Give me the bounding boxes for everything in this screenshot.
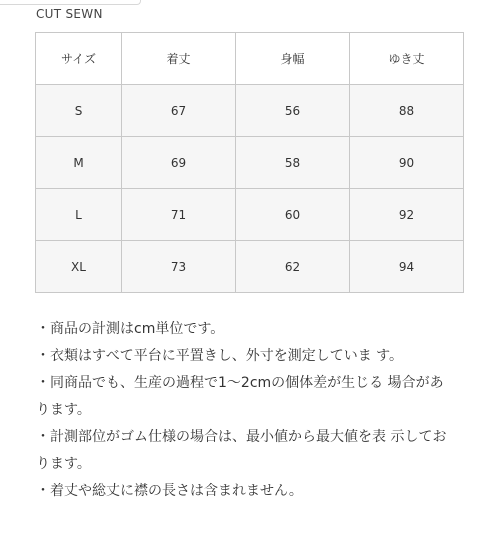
cell-length: 71 xyxy=(122,189,236,241)
table-row xyxy=(36,189,464,241)
cell-size: M xyxy=(36,137,122,189)
cell-sleeve: 94 xyxy=(350,241,464,293)
cell-length: 73 xyxy=(122,241,236,293)
note-item: ・衣類はすべて平台に平置きし、外寸を測定していま す。 xyxy=(36,348,404,364)
cell-width: 58 xyxy=(236,137,350,189)
cell-width: 56 xyxy=(236,85,350,137)
cell-sleeve: 88 xyxy=(350,85,464,137)
table-row xyxy=(36,241,464,293)
header-sleeve: ゆき丈 xyxy=(350,33,464,85)
table-row xyxy=(36,137,464,189)
cell-sleeve: 90 xyxy=(350,137,464,189)
top-frame-edge xyxy=(0,0,141,5)
table-row xyxy=(36,85,464,137)
cell-size: XL xyxy=(36,241,122,293)
note-item: ・着丈や総丈に襟の長さは含まれません。 xyxy=(36,483,303,499)
header-width: 身幅 xyxy=(236,33,350,85)
note-item: ・商品の計測はcm単位です。 xyxy=(36,321,225,337)
note-item: ・同商品でも、生産の過程で1〜2cmの個体差が生じる 場合があります。 xyxy=(36,375,444,418)
cell-size: L xyxy=(36,189,122,241)
header-size: サイズ xyxy=(36,33,122,85)
measurement-notes xyxy=(36,316,456,505)
section-title: CUT SEWN xyxy=(36,7,103,21)
header-length: 着丈 xyxy=(122,33,236,85)
table-header-row xyxy=(36,33,464,85)
cell-length: 69 xyxy=(122,137,236,189)
cell-size: S xyxy=(36,85,122,137)
cell-length: 67 xyxy=(122,85,236,137)
size-chart-table xyxy=(35,32,464,293)
note-item: ・計測部位がゴム仕様の場合は、最小値から最大値を表 示しております。 xyxy=(36,429,447,472)
cell-width: 62 xyxy=(236,241,350,293)
cell-sleeve: 92 xyxy=(350,189,464,241)
cell-width: 60 xyxy=(236,189,350,241)
